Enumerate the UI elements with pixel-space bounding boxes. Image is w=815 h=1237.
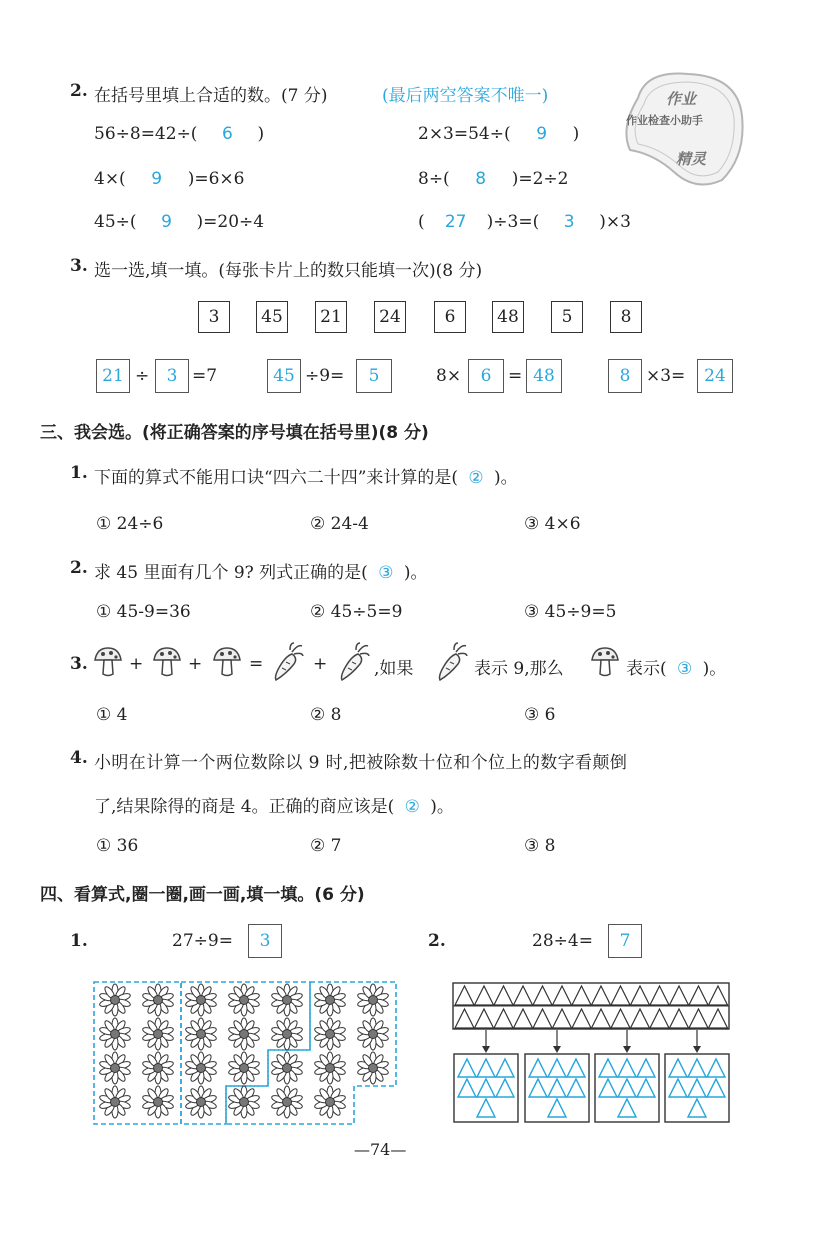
q2-row3-left: 45÷( 9 )=20÷4 (94, 212, 265, 232)
s3q1-text: 下面的算式不能用口诀“四六二十四”来计算的是( ② )。 (94, 468, 518, 488)
group-box (525, 1054, 589, 1122)
flower-icon (271, 1086, 303, 1118)
flower-icon (314, 1052, 346, 1084)
q3-title: 选一选,填一填。(每张卡片上的数只能填一次)(8 分) (94, 261, 483, 281)
triangle-icon (650, 1009, 669, 1028)
s3q2-number: 2. (70, 558, 88, 578)
flower-icon (142, 1086, 174, 1118)
triangle-icon (709, 1009, 728, 1028)
s4p1-number: 1. (70, 931, 88, 951)
mushroom-icon (590, 646, 620, 678)
triangle-icon (494, 1009, 513, 1028)
triangle-icon (709, 986, 728, 1005)
number-card: 8 (610, 301, 642, 333)
answer: 9 (536, 124, 548, 144)
answer-box: 3 (248, 924, 282, 958)
triangle-icon (688, 1099, 706, 1117)
plus-sign: + (313, 654, 328, 674)
triangle-icon (494, 986, 513, 1005)
eq3-eq: = (508, 366, 523, 386)
flower-icon (142, 1018, 174, 1050)
answer: ③ (677, 659, 693, 679)
option: ① 45-9=36 (96, 602, 191, 622)
flower-icon (185, 1018, 217, 1050)
answer-box: 45 (267, 359, 301, 393)
triangle-icon (458, 1059, 476, 1077)
triangle-icon (618, 1059, 636, 1077)
carrot-icon (272, 642, 304, 682)
stamp-line2: 作业检查小助手 (626, 114, 703, 127)
answer-box: 3 (155, 359, 189, 393)
answer: ② (468, 468, 484, 488)
flower-icon (185, 1052, 217, 1084)
flower-icon (228, 1086, 260, 1118)
s3q3-text1: ,如果 (374, 659, 414, 679)
triangle-icon (592, 986, 611, 1005)
flower-icon (99, 984, 131, 1016)
mushroom-icon (152, 646, 182, 678)
triangle-icon (548, 1059, 566, 1077)
plus-sign: + (188, 654, 203, 674)
flower-icon (357, 984, 389, 1016)
answer: 6 (222, 124, 233, 144)
triangle-icon (455, 1009, 474, 1028)
option: ② 24-4 (310, 514, 369, 534)
triangle-icon (548, 1099, 566, 1117)
flower-icon (228, 1052, 260, 1084)
page-number: —74— (354, 1140, 407, 1159)
q2-row2-right: 8÷( 8 )=2÷2 (418, 169, 569, 189)
eq4-mid: ×3= (646, 366, 686, 386)
answer-box: 24 (697, 359, 733, 393)
triangle-icon (689, 1009, 708, 1028)
triangle-icon (572, 1009, 591, 1028)
option: ② 8 (310, 705, 342, 725)
triangle-icon (650, 986, 669, 1005)
option: ③ 45÷9=5 (524, 602, 617, 622)
triangle-icon (529, 1059, 547, 1077)
flower-icon (99, 1052, 131, 1084)
q2-row1-left: 56÷8=42÷( 6 ) (94, 124, 265, 144)
triangle-icon (618, 1079, 636, 1097)
triangle-icon (631, 1009, 650, 1028)
eq2-mid: ÷9= (305, 366, 345, 386)
flower-icon (314, 1086, 346, 1118)
triangle-icon (496, 1059, 514, 1077)
triangle-icon (688, 1059, 706, 1077)
triangle-icon (548, 1079, 566, 1097)
plus-sign: + (129, 654, 144, 674)
mushroom-icon (212, 646, 242, 678)
triangle-icon (567, 1079, 585, 1097)
flower-icon (228, 1018, 260, 1050)
q2-number: 2. (70, 81, 88, 101)
triangle-icon (670, 986, 689, 1005)
carrot-icon (436, 642, 468, 682)
group-box (454, 1054, 518, 1122)
answer-box: 48 (526, 359, 562, 393)
stamp-line3: 精灵 (676, 150, 707, 168)
answer-box: 5 (356, 359, 392, 393)
stamp-line1: 作业 (666, 90, 697, 108)
s4p1-expr: 27÷9= (172, 931, 233, 951)
triangle-icon (533, 986, 552, 1005)
flower-icon (314, 984, 346, 1016)
group-box (595, 1054, 659, 1122)
option: ③ 4×6 (524, 514, 581, 534)
triangle-icon (475, 986, 494, 1005)
triangle-icon (689, 986, 708, 1005)
option: ① 36 (96, 836, 139, 856)
triangle-icon (631, 986, 650, 1005)
arrow-head-icon (693, 1046, 701, 1053)
triangle-icon (458, 1079, 476, 1097)
equals-sign: = (249, 654, 264, 674)
triangle-icon (707, 1059, 725, 1077)
option: ① 4 (96, 705, 128, 725)
triangle-icon (514, 986, 533, 1005)
answer: ② (404, 797, 420, 817)
arrow-head-icon (482, 1046, 490, 1053)
triangle-icon (688, 1079, 706, 1097)
number-card: 48 (492, 301, 524, 333)
triangle-icon (670, 1009, 689, 1028)
triangle-icon (475, 1009, 494, 1028)
arrow-head-icon (553, 1046, 561, 1053)
section3-title: 三、我会选。(将正确答案的序号填在括号里)(8 分) (40, 423, 429, 443)
s4p2-expr: 28÷4= (532, 931, 593, 951)
triangle-icon (599, 1079, 617, 1097)
triangle-icon (529, 1079, 547, 1097)
flower-icon (228, 984, 260, 1016)
q2-title: 在括号里填上合适的数。(7 分) (94, 86, 328, 106)
number-card: 3 (198, 301, 230, 333)
q2-row1-right: 2×3=54÷( 9 ) (418, 124, 580, 144)
triangle-icon (533, 1009, 552, 1028)
answer: 9 (161, 212, 172, 232)
flower-icon (271, 1018, 303, 1050)
triangle-icon (599, 1059, 617, 1077)
answer: 27 (444, 212, 467, 232)
triangle-icon (611, 986, 630, 1005)
s3q4-number: 4. (70, 748, 88, 768)
flower-icon (185, 984, 217, 1016)
answer-box: 8 (608, 359, 642, 393)
flower-icon (99, 1018, 131, 1050)
s3q4-line2: 了,结果除得的商是 4。正确的商应该是( ② )。 (94, 797, 454, 817)
flower-grouping-figure (92, 980, 398, 1126)
triangle-icon (514, 1009, 533, 1028)
option: ① 24÷6 (96, 514, 164, 534)
s3q2-text: 求 45 里面有几个 9? 列式正确的是( ③ )。 (94, 563, 428, 583)
helper-stamp (618, 68, 746, 192)
triangle-icon (455, 986, 474, 1005)
s3q1-number: 1. (70, 463, 88, 483)
mushroom-icon (93, 646, 123, 678)
triangle-icon (477, 1079, 495, 1097)
s3q4-line1: 小明在计算一个两位数除以 9 时,把被除数十位和个位上的数字看颠倒 (94, 753, 628, 773)
triangle-grouping-figure (452, 982, 730, 1124)
triangle-icon (567, 1059, 585, 1077)
flower-icon (271, 984, 303, 1016)
number-card: 45 (256, 301, 288, 333)
carrot-icon (338, 642, 370, 682)
s3q3-text2: 表示 9,那么 (474, 659, 564, 679)
answer-box: 6 (468, 359, 504, 393)
flower-icon (357, 1052, 389, 1084)
s4p2-number: 2. (428, 931, 446, 951)
arrow-head-icon (623, 1046, 631, 1053)
s3q3-text3: 表示( ③ )。 (626, 659, 727, 679)
answer-box: 7 (608, 924, 642, 958)
answer-box: 21 (96, 359, 130, 393)
flower-icon (99, 1086, 131, 1118)
triangle-icon (707, 1079, 725, 1097)
number-card: 21 (315, 301, 347, 333)
eq3-head: 8× (436, 366, 462, 386)
q2-row2-left: 4×( 9 )=6×6 (94, 169, 245, 189)
answer: 3 (563, 212, 575, 232)
number-card: 24 (374, 301, 406, 333)
triangle-icon (477, 1099, 495, 1117)
flower-icon (357, 1018, 389, 1050)
triangle-icon (618, 1099, 636, 1117)
triangle-icon (592, 1009, 611, 1028)
flower-icon (185, 1086, 217, 1118)
triangle-icon (496, 1079, 514, 1097)
flower-icon (271, 1052, 303, 1084)
option: ③ 6 (524, 705, 556, 725)
eq1-tail: =7 (192, 366, 218, 386)
flower-icon (142, 1052, 174, 1084)
triangle-icon (669, 1079, 687, 1097)
triangle-icon (572, 986, 591, 1005)
answer: 8 (475, 169, 487, 189)
flower-icon (142, 984, 174, 1016)
operator: ÷ (135, 366, 150, 386)
number-card: 6 (434, 301, 466, 333)
number-card: 5 (551, 301, 583, 333)
q2-row3-right: ( 27 )÷3=( 3 )×3 (418, 212, 631, 232)
group-box (665, 1054, 729, 1122)
triangle-icon (637, 1079, 655, 1097)
triangle-icon (669, 1059, 687, 1077)
stamp-shape-icon (618, 68, 746, 192)
q2-note: (最后两空答案不唯一) (382, 86, 549, 106)
triangle-icon (611, 1009, 630, 1028)
section4-title: 四、看算式,圈一圈,画一画,填一填。(6 分) (40, 885, 365, 905)
triangle-icon (477, 1059, 495, 1077)
option: ③ 8 (524, 836, 556, 856)
triangle-icon (553, 986, 572, 1005)
answer: 9 (151, 169, 163, 189)
option: ② 7 (310, 836, 342, 856)
answer: ③ (378, 563, 394, 583)
flower-icon (314, 1018, 346, 1050)
triangle-icon (553, 1009, 572, 1028)
q3-number: 3. (70, 256, 88, 276)
option: ② 45÷5=9 (310, 602, 403, 622)
s3q3-number: 3. (70, 654, 88, 674)
triangle-icon (637, 1059, 655, 1077)
